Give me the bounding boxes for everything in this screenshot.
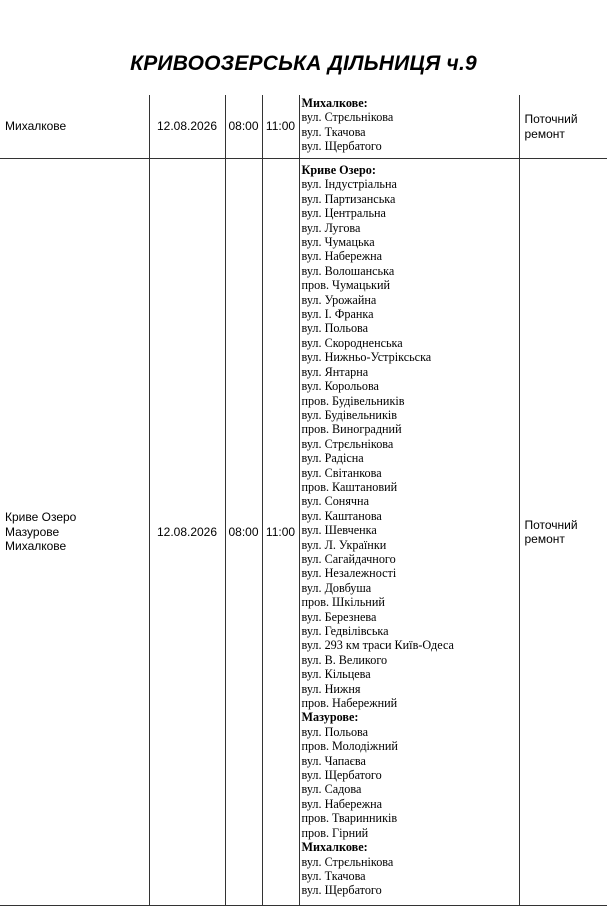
- street-name: вул. Нижньо-Устріксьска: [302, 350, 519, 364]
- street-name: пров. Гірний: [302, 826, 519, 840]
- settlement-heading: Михалкове:: [302, 96, 519, 110]
- street-name: пров. Каштановий: [302, 480, 519, 494]
- street-name: вул. Садова: [302, 782, 519, 796]
- street-name: вул. Стрєльнікова: [302, 110, 519, 124]
- street-name: вул. Чумацька: [302, 235, 519, 249]
- street-name: вул. Стрєльнікова: [302, 437, 519, 451]
- street-name: вул. Центральна: [302, 206, 519, 220]
- start-time-cell: 08:00: [225, 159, 262, 906]
- settlement-heading: Криве Озеро:: [302, 163, 519, 177]
- street-name: вул. Польова: [302, 725, 519, 739]
- street-name: вул. Партизанська: [302, 192, 519, 206]
- streets-cell: [299, 95, 519, 159]
- street-name: вул. Довбуша: [302, 581, 519, 595]
- street-name: вул. Незалежності: [302, 566, 519, 580]
- street-name: вул. Волошанська: [302, 264, 519, 278]
- outage-schedule-table: [0, 95, 607, 906]
- table-row: [0, 159, 607, 906]
- street-name: вул. І. Франка: [302, 307, 519, 321]
- street-name: пров. Набережний: [302, 696, 519, 710]
- street-name: пров. Виноградний: [302, 422, 519, 436]
- street-name: вул. Щербатого: [302, 768, 519, 782]
- street-name: вул. Л. Українки: [302, 538, 519, 552]
- street-name: вул. Нижня: [302, 682, 519, 696]
- work-type-cell: [519, 159, 607, 906]
- street-name: пров. Чумацький: [302, 278, 519, 292]
- street-name: вул. Ткачова: [302, 125, 519, 139]
- street-name: вул. Скородненська: [302, 336, 519, 350]
- work-type-line: ремонт: [525, 127, 607, 141]
- street-name: вул. Радісна: [302, 451, 519, 465]
- street-name: вул. Стрєльнікова: [302, 855, 519, 869]
- street-name: вул. Чапаєва: [302, 754, 519, 768]
- street-name: вул. Янтарна: [302, 365, 519, 379]
- street-name: вул. Польова: [302, 321, 519, 335]
- locations-cell: [0, 95, 149, 159]
- date-cell: 12.08.2026: [149, 159, 225, 906]
- street-name: вул. Сагайдачного: [302, 552, 519, 566]
- street-name: вул. Щербатого: [302, 883, 519, 897]
- work-type-cell: [519, 95, 607, 159]
- location-name: Михалкове: [5, 119, 149, 133]
- settlement-heading: Мазурове:: [302, 710, 519, 724]
- date-cell: 12.08.2026: [149, 95, 225, 159]
- streets-cell: [299, 159, 519, 906]
- work-type-line: Поточний: [525, 112, 607, 126]
- street-name: вул. Щербатого: [302, 139, 519, 153]
- street-name: вул. Індустріальна: [302, 177, 519, 191]
- street-name: вул. Будівельників: [302, 408, 519, 422]
- street-name: пров. Шкільний: [302, 595, 519, 609]
- location-name: Михалкове: [5, 539, 149, 553]
- street-name: вул. Ткачова: [302, 869, 519, 883]
- street-name: пров. Тваринників: [302, 811, 519, 825]
- end-time-cell: 11:00: [262, 95, 299, 159]
- location-name: Мазурове: [5, 525, 149, 539]
- street-name: вул. Шевченка: [302, 523, 519, 537]
- work-type-line: ремонт: [525, 532, 607, 546]
- street-name: вул. Сонячна: [302, 494, 519, 508]
- street-name: вул. Світанкова: [302, 466, 519, 480]
- street-name: пров. Молодіжний: [302, 739, 519, 753]
- locations-cell: [0, 159, 149, 906]
- street-name: вул. 293 км траси Київ-Одеса: [302, 638, 519, 652]
- street-name: вул. Лугова: [302, 221, 519, 235]
- street-name: вул. Кільцева: [302, 667, 519, 681]
- street-name: вул. Урожайна: [302, 293, 519, 307]
- street-name: вул. В. Великого: [302, 653, 519, 667]
- street-name: пров. Будівельників: [302, 394, 519, 408]
- location-name: Криве Озеро: [5, 510, 149, 524]
- end-time-cell: 11:00: [262, 159, 299, 906]
- street-name: вул. Набережна: [302, 797, 519, 811]
- street-name: вул. Набережна: [302, 249, 519, 263]
- table-row: [0, 95, 607, 159]
- work-type-line: Поточний: [525, 518, 607, 532]
- settlement-heading: Михалкове:: [302, 840, 519, 854]
- street-name: вул. Каштанова: [302, 509, 519, 523]
- page-title: КРИВООЗЕРСЬКА ДІЛЬНИЦЯ ч.9: [0, 52, 607, 76]
- street-name: вул. Гедвілівська: [302, 624, 519, 638]
- street-name: вул. Корольова: [302, 379, 519, 393]
- street-name: вул. Березнева: [302, 610, 519, 624]
- start-time-cell: 08:00: [225, 95, 262, 159]
